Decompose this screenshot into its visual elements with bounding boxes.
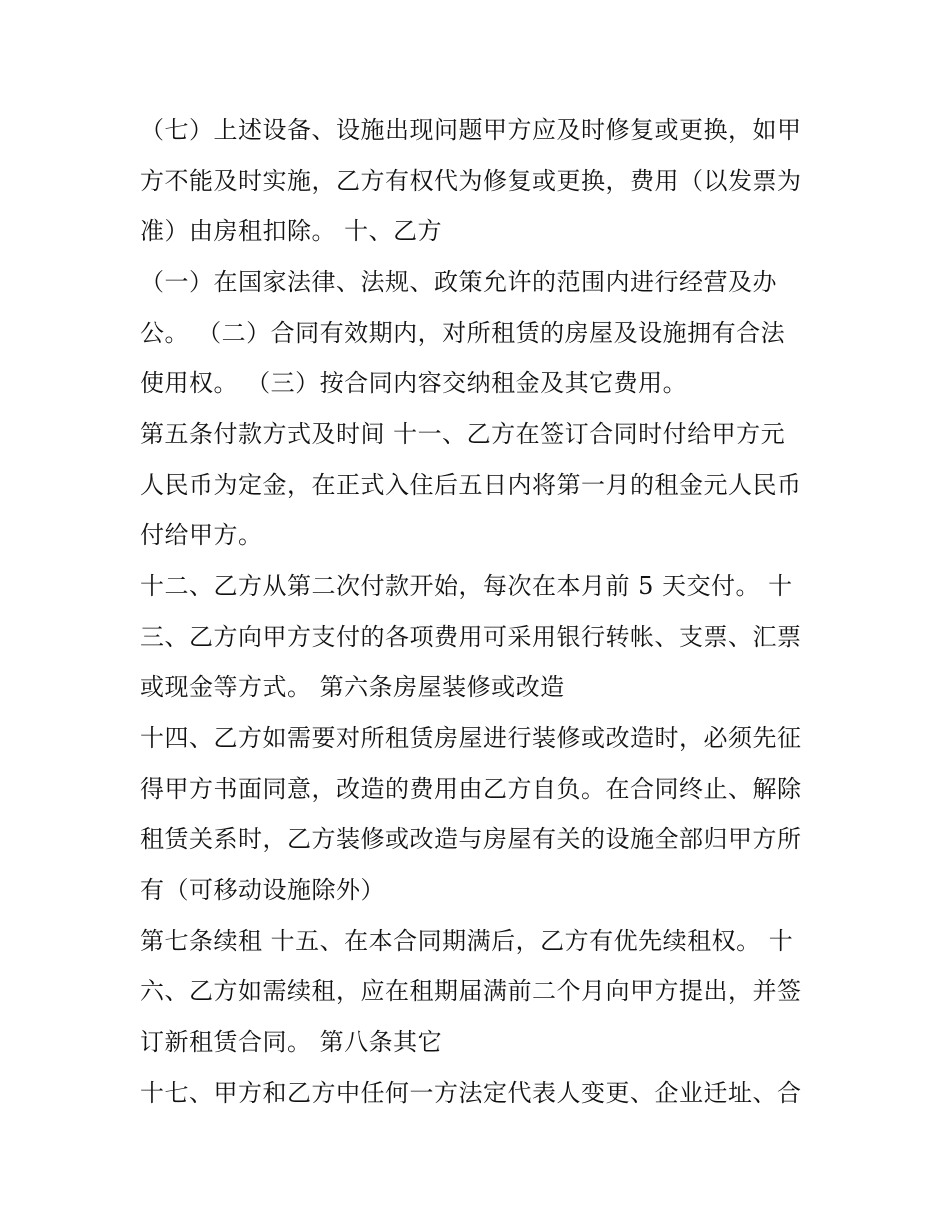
text-line: 方不能及时实施，乙方有权代为修复或更换，费用（以发票为 xyxy=(140,167,802,195)
text-line: 得甲方书面同意，改造的费用由乙方自负。在合同终止、解除 xyxy=(140,775,802,803)
text-line: 公。 （二）合同有效期内，对所租赁的房屋及设施拥有合法 xyxy=(140,319,786,347)
text-line: 订新租赁合同。 第八条其它 xyxy=(140,1028,443,1056)
text-line: （一）在国家法律、法规、政策允许的范围内进行经营及办 xyxy=(140,268,777,296)
text-line: 十二、乙方从第二次付款开始，每次在本月前 5 天交付。 十 xyxy=(140,572,793,600)
text-line: 或现金等方式。 第六条房屋装修或改造 xyxy=(140,673,565,701)
text-line: 第七条续租 十五、在本合同期满后，乙方有优先续租权。 十 xyxy=(140,927,794,955)
text-line: 付给甲方。 xyxy=(140,521,263,549)
text-line: 准）由房租扣除。 十、乙方 xyxy=(140,217,443,245)
text-line: 十四、乙方如需要对所租赁房屋进行装修或改造时，必须先征 xyxy=(140,724,802,752)
text-line: 使用权。 （三）按合同内容交纳租金及其它费用。 xyxy=(140,369,688,397)
text-line: 六、乙方如需续租，应在租期届满前二个月向甲方提出，并签 xyxy=(140,977,802,1005)
text-line: （七）上述设备、设施出现问题甲方应及时修复或更换，如甲 xyxy=(140,116,802,144)
text-line: 三、乙方向甲方支付的各项费用可采用银行转帐、支票、汇票 xyxy=(140,623,802,651)
text-line: 人民币为定金，在正式入住后五日内将第一月的租金元人民币 xyxy=(140,471,802,499)
text-line: 有（可移动设施除外） xyxy=(140,876,385,904)
text-line: 第五条付款方式及时间 十一、乙方在签订合同时付给甲方元 xyxy=(140,420,786,448)
text-line: 租赁关系时，乙方装修或改造与房屋有关的设施全部归甲方所 xyxy=(140,825,802,853)
text-line: 十七、甲方和乙方中任何一方法定代表人变更、企业迁址、合 xyxy=(140,1079,802,1107)
